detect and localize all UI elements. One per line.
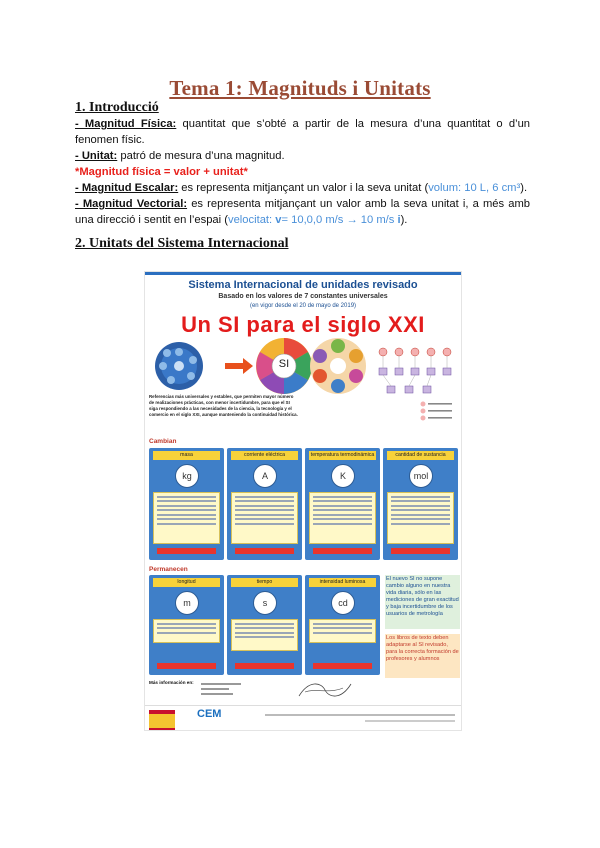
- poster-subtitle: Basado en los valores de 7 constantes universales: [218, 293, 388, 300]
- unit-card-s: tiempo s: [227, 575, 302, 675]
- page-title: Tema 1: Magnituds i Unitats: [169, 76, 431, 100]
- definition-physical-magnitude: quantitat que s’obté a partir de la mesura d’una quantitat o d’un fenomen físic.: [75, 118, 531, 146]
- poster-date: (en vigor desde el 20 de mayo de 2019): [249, 303, 357, 309]
- cem-logo: CEM: [197, 708, 222, 720]
- unit-card-m: longitud m: [149, 575, 224, 675]
- poster-top-bar: [145, 272, 461, 275]
- footer-address-line: [265, 714, 455, 716]
- section-heading-introduction: 1. Introducció: [75, 100, 159, 115]
- relations-diagram-graphic: [373, 344, 457, 422]
- unit-card-cd: intensidad luminosa cd: [305, 575, 380, 675]
- paren-close: ).: [520, 182, 528, 194]
- signature-graphic: [295, 678, 355, 702]
- section-label-change: Cambian: [149, 438, 177, 445]
- more-info-label: Más información en:: [149, 680, 194, 685]
- arrow-graphic: [225, 358, 253, 374]
- example-scalar: volum: 10 L, 6 cm³: [428, 182, 521, 194]
- footer-address-line: [365, 720, 455, 722]
- formula-note: *Magnitud física = valor + unitat*: [75, 166, 248, 178]
- units-ring-graphic: [307, 336, 369, 396]
- unit-card-a: corriente eléctrica A: [227, 448, 302, 560]
- si-poster-image: [144, 271, 462, 731]
- paren-close: ).: [400, 214, 408, 226]
- paragraph-scalar: [75, 180, 530, 196]
- term-physical-magnitude: - Magnitud Física:: [75, 118, 177, 130]
- spain-flag-logo: [149, 710, 175, 731]
- si-wheel-center-label: SI: [278, 358, 290, 370]
- unit-card-kg: masa kg: [149, 448, 224, 560]
- poster-title: Sistema Internacional de unidades revisado: [188, 279, 418, 291]
- term-unit: - Unitat:: [75, 150, 118, 162]
- globe-graphic: [149, 340, 221, 392]
- section-label-keep: Permanecen: [149, 566, 188, 573]
- section-heading-si-units: 2. Unitats del Sistema Internacional: [75, 236, 289, 251]
- side-note-textbooks: Los libros de texto deben adaptarse al SI revisado, para la correcta formación de profesores y alumnos: [385, 634, 460, 678]
- paragraph-vector: [75, 196, 530, 228]
- paragraph-physical-magnitude: [75, 116, 530, 148]
- poster-headline: Un SI para el siglo XXI: [181, 312, 425, 337]
- term-vector: - Magnitud Vectorial:: [75, 198, 188, 210]
- unit-card-k: temperatura termodinámica K: [305, 448, 380, 560]
- definition-scalar: es representa mitjançant un valor i la seva unitat (: [178, 182, 429, 194]
- definition-unit: patró de mesura d’una magnitud.: [117, 150, 285, 162]
- poster-description: Referencias más universales y estables, que permiten mayor número de realizaciones prácticas, con menor incertidumbre, para que el SI siga respondiendo a las necesidades de la ciencia, la tecnología y el comercio en el siglo XXI, aunque manteniendo la continuidad histórica.: [149, 394, 298, 417]
- footer-rule: [145, 705, 461, 706]
- paragraph-unit: [75, 148, 530, 164]
- side-note-daily-life: El nuevo SI no supone cambio alguno en nuestra vida diaria, sólo en las mediciones de gran exactitud y baja incertidumbre de los usuarios de metrología: [385, 575, 460, 629]
- term-scalar: - Magnitud Escalar:: [75, 182, 179, 194]
- definition-vector: es representa mitjançant un valor amb la seva unitat i, a més amb una direcció i sentit en l’espai (: [75, 198, 530, 226]
- example-vector: velocitat: v= 10,0,0 m/s → 10 m/s i: [227, 214, 401, 226]
- unit-card-mol: cantidad de sustancia mol: [383, 448, 458, 560]
- bipm-logo: [201, 680, 241, 702]
